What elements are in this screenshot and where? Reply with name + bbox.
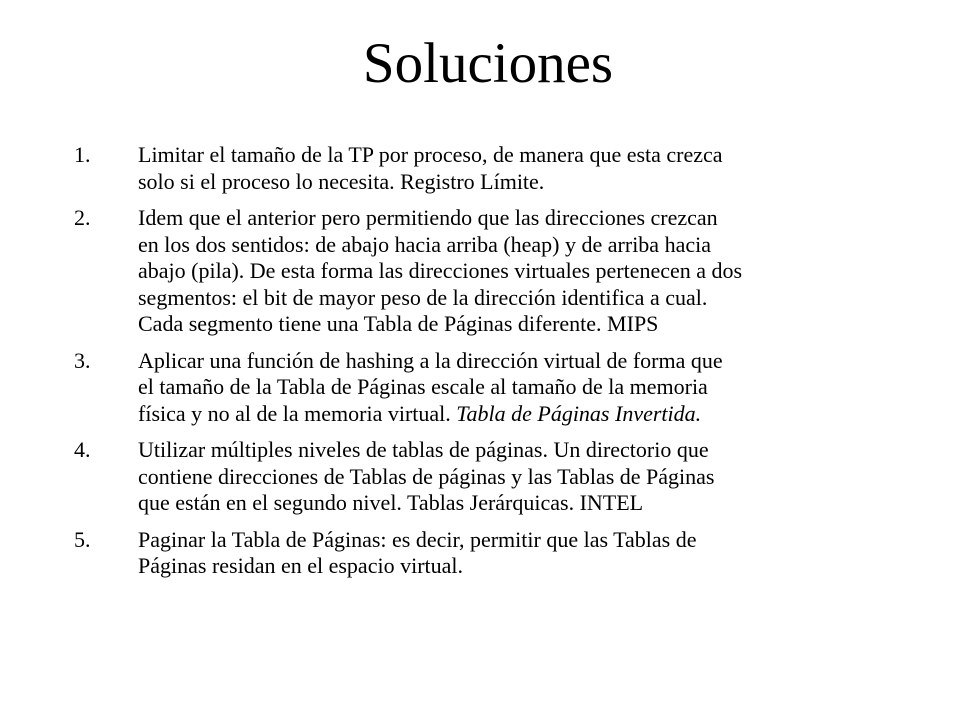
item-line: Limitar el tamaño de la TP por proceso, de manera que esta crezca xyxy=(138,142,723,167)
item-line: Utilizar múltiples niveles de tablas de páginas. Un directorio que xyxy=(138,437,709,462)
item-line: Aplicar una función de hashing a la dirección virtual de forma que xyxy=(138,347,723,373)
item-number: 1. xyxy=(74,142,91,167)
item-line: Cada segmento tiene una Tabla de Páginas diferente. MIPS xyxy=(138,311,659,336)
item-number: 2. xyxy=(74,205,91,230)
item-line: abajo (pila). De esta forma las direcciones virtuales pertenecen a dos xyxy=(138,258,743,283)
item-line: el tamaño de la Tabla de Páginas escale al tamaño de la memoria xyxy=(138,374,708,399)
item-line: Idem que el anterior pero permitiendo que las direcciones crezcan xyxy=(138,205,718,230)
item-line: solo si el proceso lo necesita. Registro Límite. xyxy=(138,168,545,194)
list-item xyxy=(74,437,894,517)
item-line: que están en el segundo nivel. Tablas Jerárquicas. INTEL xyxy=(138,490,644,515)
list-item xyxy=(74,205,894,338)
slide-title: Soluciones xyxy=(362,32,614,95)
item-line: segmentos: el bit de mayor peso de la dirección identifica a cual. xyxy=(138,284,708,310)
item-line: Páginas residan en el espacio virtual. xyxy=(138,553,464,578)
list-item xyxy=(74,142,894,195)
item-number: 5. xyxy=(74,526,91,552)
item-line: contiene direcciones de Tablas de páginas y las Tablas de Páginas xyxy=(138,463,715,489)
solutions-list xyxy=(74,142,894,590)
italic-term: Tabla de Páginas Invertida. xyxy=(456,400,702,426)
item-number: 4. xyxy=(74,437,91,462)
item-line-mixed xyxy=(138,401,894,428)
item-line: Paginar la Tabla de Páginas: es decir, permitir que las Tablas de xyxy=(138,526,697,552)
item-number: 3. xyxy=(74,347,91,373)
list-item xyxy=(74,348,894,428)
item-line: en los dos sentidos: de abajo hacia arriba (heap) y de arriba hacia xyxy=(138,231,711,257)
list-item xyxy=(74,527,894,580)
item-text: física y no al de la memoria virtual. xyxy=(138,400,457,426)
